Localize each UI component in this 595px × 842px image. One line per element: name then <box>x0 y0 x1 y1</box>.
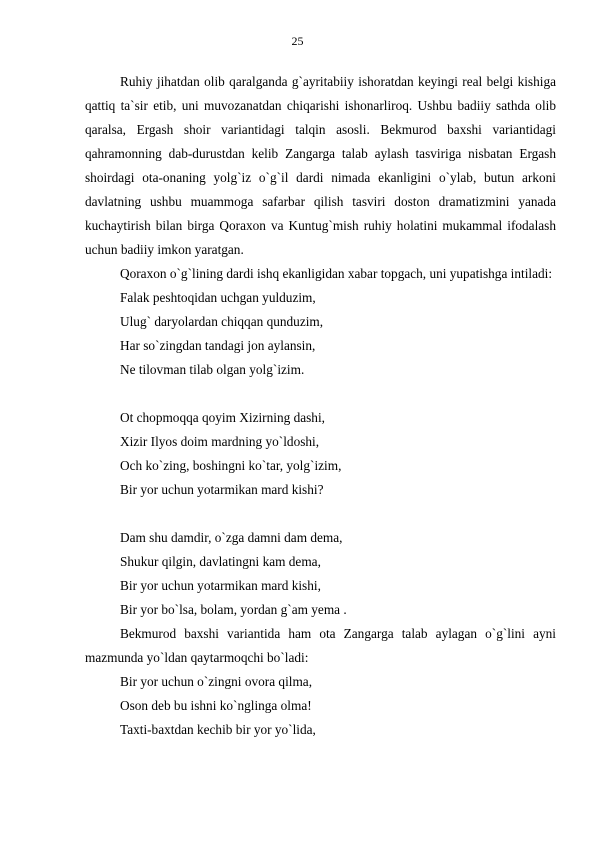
verse-line: Shukur qilgin, davlatingni kam dema, <box>120 554 321 569</box>
verse-line: Falak peshtoqidan uchgan yulduzim, <box>120 290 316 305</box>
verse-stanza-3 <box>85 526 556 622</box>
verse-stanza-1 <box>85 286 556 382</box>
verse-line: Ne tilovman tilab olgan yolg`izim. <box>120 362 305 377</box>
verse-line: Dam shu damdir, o`zga damni dam dema, <box>120 530 343 545</box>
paragraph-bekmurod-variant: Bekmurod baxshi variantida ham ota Zangarga talab aylagan o`g`lini ayni mazmunda yo`ldan qaytarmoqchi bo`ladi: <box>85 626 556 665</box>
stanza-gap <box>85 382 556 406</box>
verse-line: Bir yor uchun yotarmikan mard kishi? <box>120 482 324 497</box>
verse-line: Xizir Ilyos doim mardning yo`ldoshi, <box>120 434 320 449</box>
verse-line: Och ko`zing, boshingni ko`tar, yolg`izim, <box>120 458 342 473</box>
page-number: 25 <box>291 34 304 48</box>
verse-line: Ot chopmoqqa qoyim Xizirning dashi, <box>120 410 325 425</box>
verse-line: Ulug` daryolardan chiqqan qunduzim, <box>120 314 324 329</box>
verse-line: Bir yor uchun o`zingni ovora qilma, <box>120 674 313 689</box>
verse-line: Bir yor bo`lsa, bolam, yordan g`am yema . <box>120 602 347 617</box>
verse-stanza-2 <box>85 406 556 502</box>
paragraph-analysis: Ruhiy jihatdan olib qaralganda g`ayritabiiy ishoratdan keyingi real belgi kishiga qattiq ta`sir etib, uni muvozanatdan chiqarishi ishonarliroq. Ushbu badiiy sathda olib qaralsa, Ergash shoir variantidagi talqin asosli. Bekmurod baxshi variantidagi qahramonning dab-durustdan kelib Zangarga talab aylash tasviriga nisbatan Ergash shoirdagi ota-onaning yolg`iz o`g`il dardi nimada ekanligini o`ylab, butun arkoni davlatning ushbu muammoga safarbar qilish tasviri doston dramatizmini yanada kuchaytirish bilan birga Qoraxon va Kuntug`mish ruhiy holatini mukammal ifodalash uchun badiiy imkon yaratgan. <box>85 74 556 257</box>
verse-line: Bir yor uchun yotarmikan mard kishi, <box>120 578 321 593</box>
verse-line: Taxti-baxtdan kechib bir yor yo`lida, <box>120 722 316 737</box>
paragraph-qoraxon-intro: Qoraxon o`g`lining dardi ishq ekanligidan xabar topgach, uni yupatishga intiladi: <box>120 266 553 281</box>
stanza-gap <box>85 502 556 526</box>
verse-line: Oson deb bu ishni ko`nglinga olma! <box>120 698 312 713</box>
verse-stanza-4 <box>85 670 556 742</box>
verse-line: Har so`zingdan tandagi jon aylansin, <box>120 338 316 353</box>
document-body <box>85 70 556 742</box>
